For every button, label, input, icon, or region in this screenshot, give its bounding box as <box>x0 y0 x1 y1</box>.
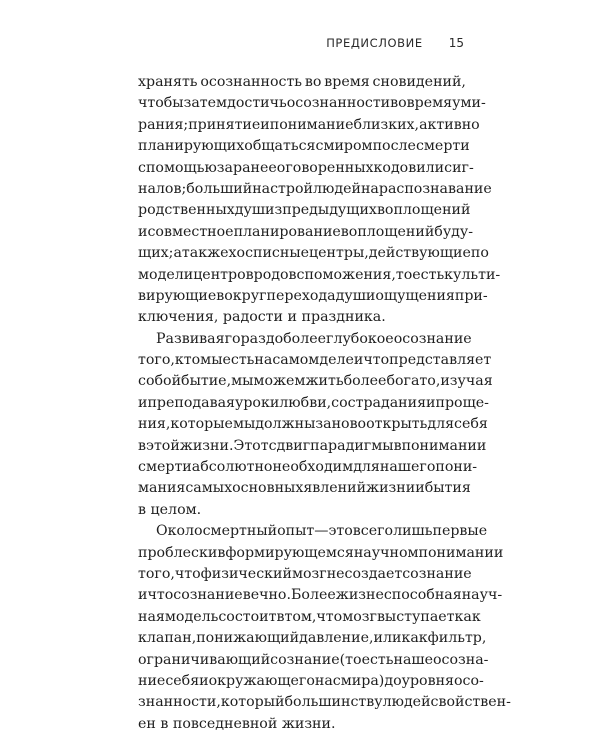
word: абсолютно <box>191 459 273 476</box>
word: оговоренных <box>276 159 374 176</box>
word: что <box>147 587 174 604</box>
word: для <box>427 416 455 433</box>
word: представляет <box>389 352 492 369</box>
word: проще- <box>435 394 489 411</box>
word: сознание <box>173 587 243 604</box>
word: самом <box>272 352 320 369</box>
word: жизни. <box>281 715 336 732</box>
text-line <box>138 329 472 350</box>
word: культи- <box>444 266 501 283</box>
word: смерти <box>415 138 470 155</box>
word: ограничивающий <box>138 651 271 668</box>
word: настрой <box>252 180 313 197</box>
word: деле <box>319 352 354 369</box>
word: ние <box>138 672 166 689</box>
word: собой <box>138 373 182 390</box>
text-line <box>138 243 489 264</box>
word: в <box>393 437 402 454</box>
word: родовспоможения, <box>253 266 396 283</box>
word: понимании <box>418 544 504 561</box>
word: наше <box>393 651 433 668</box>
word: и <box>199 672 209 689</box>
text-line <box>138 564 472 585</box>
text-line <box>138 115 480 136</box>
word: затем <box>183 95 228 112</box>
word: праздника. <box>301 309 386 326</box>
text-line <box>138 607 481 628</box>
word: состоит <box>218 608 277 625</box>
word: Околосмертный <box>156 523 278 540</box>
word: целом. <box>150 501 202 518</box>
word: в <box>138 501 146 518</box>
word: мы <box>200 352 223 369</box>
word: Этот <box>233 437 269 454</box>
word: осозна- <box>433 651 489 668</box>
text-line <box>138 414 488 435</box>
word: более <box>283 330 327 347</box>
text-line <box>138 222 474 243</box>
word: как <box>454 608 481 625</box>
word: сдвиг <box>268 437 311 454</box>
word: воплощений <box>340 223 435 240</box>
word: жизни. <box>179 437 234 454</box>
word: души <box>335 287 376 304</box>
page-number: 15 <box>448 36 464 50</box>
body-text <box>138 72 511 735</box>
word: бытие, <box>181 373 232 390</box>
word: в <box>138 437 146 454</box>
word: модели <box>138 266 194 283</box>
word: уроки <box>235 394 280 411</box>
word: планирование <box>233 223 341 240</box>
word: в <box>160 715 169 732</box>
text-line <box>138 93 486 114</box>
text-line <box>138 585 503 606</box>
word: выступает <box>376 608 455 625</box>
word: центры, <box>309 245 369 262</box>
word: с <box>315 138 324 155</box>
word: глубокое <box>326 330 394 347</box>
word: необходим <box>272 459 354 476</box>
word: в <box>276 608 285 625</box>
word: на <box>254 352 273 369</box>
word: пони- <box>435 459 478 476</box>
word: после <box>372 138 416 155</box>
word: при- <box>454 287 488 304</box>
text-line <box>138 714 466 735</box>
word: чтобы <box>138 95 184 112</box>
word: самых <box>185 480 233 497</box>
text-line <box>138 265 501 286</box>
word: преподавая <box>147 394 235 411</box>
text-line <box>138 500 466 521</box>
text-line <box>138 371 493 392</box>
word: вокруг <box>216 287 267 304</box>
word: (то <box>339 651 362 668</box>
word: — <box>314 523 329 540</box>
word: и <box>415 480 425 497</box>
text-line <box>138 200 471 221</box>
word: близких, <box>353 116 420 133</box>
word: парадигмы <box>310 437 394 454</box>
word: кто <box>174 352 201 369</box>
word: воплощений <box>376 202 471 219</box>
word: и <box>260 116 270 133</box>
section-title: ПРЕДИСЛОВИЕ <box>326 36 423 50</box>
word: формирующемся <box>225 544 354 561</box>
word: щих; <box>138 245 174 262</box>
word: основных <box>232 480 304 497</box>
word: а <box>173 245 182 262</box>
word: ная <box>138 608 165 625</box>
word: гораздо <box>224 330 284 347</box>
word: из <box>265 202 283 219</box>
word: изучая <box>440 373 493 390</box>
word: более <box>343 373 387 390</box>
word: понимании <box>401 437 487 454</box>
word: или <box>373 630 402 647</box>
word: вечно. <box>242 587 291 604</box>
word: проблески <box>138 544 218 561</box>
text-line <box>138 158 474 179</box>
word: богато, <box>386 373 441 390</box>
word: этой <box>146 437 180 454</box>
word: общаться <box>244 138 316 155</box>
word: уми- <box>452 95 486 112</box>
text-line <box>138 521 488 542</box>
word: нас <box>314 672 341 689</box>
word: вирующие <box>138 287 217 304</box>
word: что <box>363 352 390 369</box>
word: фильтр, <box>427 630 487 647</box>
paragraph <box>138 521 511 735</box>
word: того, <box>138 352 175 369</box>
word: себя <box>454 416 488 433</box>
word: ключения, <box>138 309 219 326</box>
word: можем <box>253 373 306 390</box>
word: свойствен- <box>430 694 511 711</box>
word: Более <box>290 587 336 604</box>
text-line <box>138 286 488 307</box>
word: сознание <box>270 651 340 668</box>
word: того, <box>138 565 175 582</box>
text-line <box>138 671 484 692</box>
word: на <box>360 180 379 197</box>
word: сознание <box>402 565 472 582</box>
word: мира) <box>340 672 385 689</box>
text-line <box>138 179 492 200</box>
word: и <box>287 309 297 326</box>
word: сострадания <box>331 394 427 411</box>
word: ния, <box>138 416 171 433</box>
paragraph <box>138 329 493 522</box>
word: рания; <box>138 116 189 133</box>
word: и <box>138 223 148 240</box>
word: с <box>138 159 146 176</box>
word: понимание <box>269 116 354 133</box>
word: достичь <box>227 95 287 112</box>
word: до <box>384 672 402 689</box>
word: модель <box>164 608 219 625</box>
word: научном <box>353 544 419 561</box>
text-line <box>138 136 470 157</box>
word: окружающего <box>208 672 315 689</box>
word: Развивая <box>156 330 225 347</box>
word: который <box>220 694 285 711</box>
word: сновидений, <box>372 74 466 90</box>
word: центров <box>193 266 254 283</box>
word: жизнеспособная <box>335 587 462 604</box>
word: большинству <box>284 694 383 711</box>
word: родственных <box>138 202 235 219</box>
text-line <box>138 393 489 414</box>
word: и <box>426 394 436 411</box>
word: во <box>390 95 407 112</box>
word: себя <box>165 672 200 689</box>
text-line <box>138 628 487 649</box>
word: осознание <box>393 330 472 347</box>
word: для <box>353 459 380 476</box>
word: нашего <box>379 459 436 476</box>
word: помощью <box>145 159 217 176</box>
word: то <box>395 266 413 283</box>
word: осо- <box>454 672 484 689</box>
word: по <box>470 245 489 262</box>
word: и <box>138 394 148 411</box>
word: бытия <box>424 480 471 497</box>
text-line <box>138 478 471 499</box>
word: перехода <box>266 287 336 304</box>
word: хосписные <box>228 245 310 262</box>
word: совместное <box>147 223 234 240</box>
text-line <box>138 307 466 328</box>
word: лишь <box>393 523 433 540</box>
word: душ <box>234 202 266 219</box>
word: знанности, <box>138 694 221 711</box>
word: это <box>328 523 353 540</box>
word: повседневной <box>172 715 278 732</box>
paragraph <box>138 72 501 329</box>
word: не <box>326 565 345 582</box>
word: ощущения <box>375 287 455 304</box>
word: том, <box>284 608 317 625</box>
word: открыть <box>366 416 428 433</box>
word: распознавание <box>378 180 492 197</box>
word: заново <box>315 416 367 433</box>
word: мозг <box>291 565 327 582</box>
word: жизни <box>366 480 416 497</box>
word: или <box>416 159 445 176</box>
word: давление, <box>299 630 374 647</box>
word: что <box>316 608 343 625</box>
word: предыдущих <box>282 202 377 219</box>
text-line <box>138 543 504 564</box>
word: людей <box>382 694 431 711</box>
text-line <box>138 72 466 93</box>
word: в <box>217 544 226 561</box>
word: что <box>174 565 201 582</box>
word: есть <box>222 352 255 369</box>
word: больший <box>186 180 253 197</box>
word: время <box>406 95 453 112</box>
word: мы <box>231 373 254 390</box>
word: кодов <box>373 159 417 176</box>
word: время <box>324 74 370 90</box>
word: активно <box>419 116 480 133</box>
word: клапан, <box>138 630 197 647</box>
word: и <box>353 352 364 369</box>
word: принятие <box>188 116 261 133</box>
word: явлений <box>303 480 367 497</box>
text-line <box>138 650 489 671</box>
word: ен <box>138 715 156 732</box>
word: мозг <box>342 608 377 625</box>
word: налов; <box>138 180 187 197</box>
word: во <box>304 74 322 90</box>
text-line <box>138 457 478 478</box>
word: осознанность <box>200 74 303 90</box>
word: заранее <box>216 159 277 176</box>
word: любви, <box>279 394 332 411</box>
word: осознанности <box>286 95 391 112</box>
word: миром <box>323 138 373 155</box>
word: и <box>138 587 148 604</box>
word: понижающий <box>196 630 300 647</box>
text-line <box>138 350 492 371</box>
word: также <box>181 245 229 262</box>
word: мания <box>138 480 186 497</box>
word: хранять <box>138 74 198 90</box>
word: как <box>401 630 428 647</box>
text-line <box>138 692 511 713</box>
word: есть <box>361 651 394 668</box>
word: людей <box>312 180 361 197</box>
word: мы <box>232 416 256 433</box>
word: физический <box>200 565 292 582</box>
word: есть <box>412 266 445 283</box>
word: всего <box>352 523 394 540</box>
word: жить <box>305 373 344 390</box>
word: науч- <box>461 587 503 604</box>
word: опыт <box>277 523 315 540</box>
word: которые <box>170 416 233 433</box>
word: действующие <box>368 245 471 262</box>
word: планирующих <box>138 138 245 155</box>
word: создает <box>344 565 403 582</box>
word: первые <box>432 523 488 540</box>
running-header <box>326 36 464 50</box>
word: буду- <box>434 223 474 240</box>
word: смерти <box>138 459 192 476</box>
word: радости <box>222 309 283 326</box>
word: должны <box>255 416 316 433</box>
text-line <box>138 436 487 457</box>
word: уровня <box>401 672 454 689</box>
word: сиг- <box>444 159 474 176</box>
